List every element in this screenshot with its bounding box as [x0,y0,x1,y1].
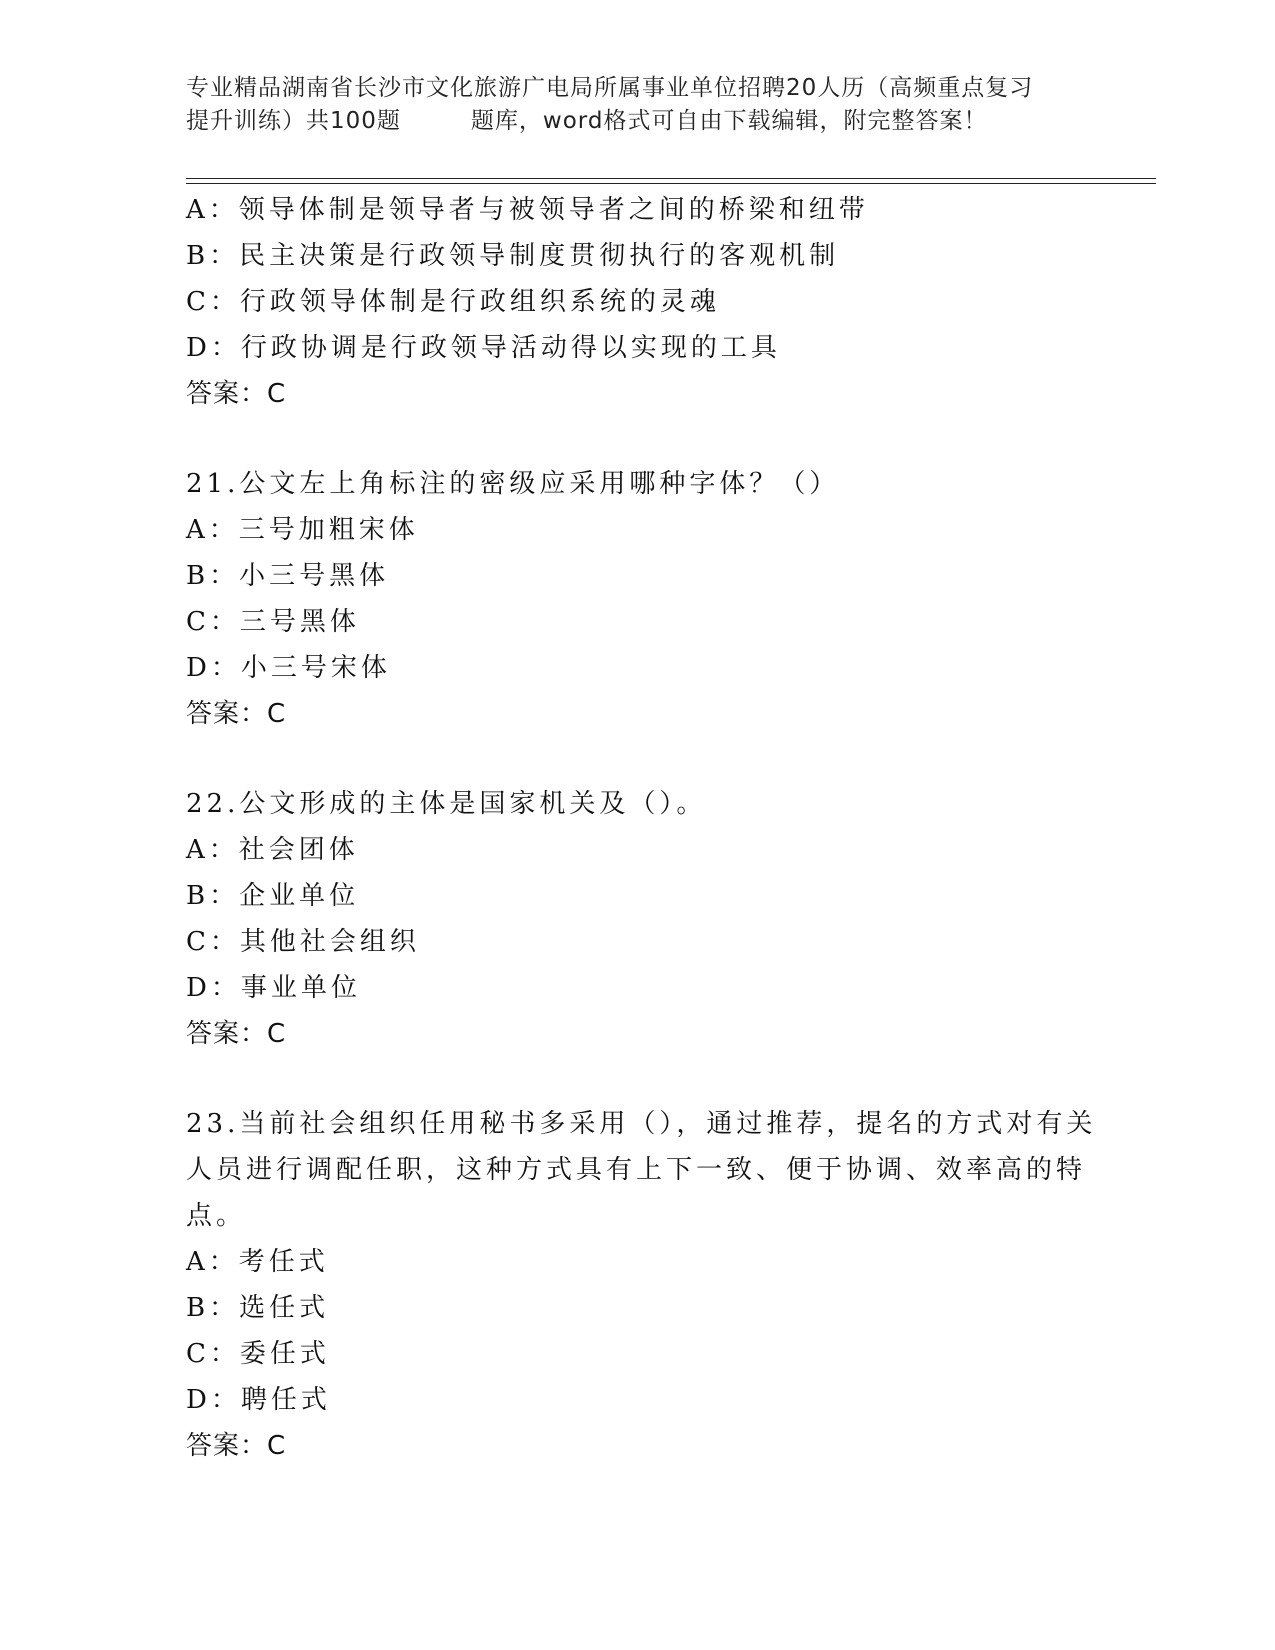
option-c: C：其他社会组织 [186,927,420,957]
option-a: A：考任式 [186,1247,329,1277]
header-rule-top [186,178,1156,179]
question-20-tail [186,187,1086,417]
question-22 [186,781,1086,1057]
option-b: B：小三号黑体 [186,561,390,591]
option-d: D：聘任式 [186,1385,331,1415]
question-text: 22.公文形成的主体是国家机关及（）。 [186,789,707,819]
option-c: C：三号黑体 [186,607,360,637]
question-text-line-3: 点。 [186,1201,247,1231]
document-header [186,72,1086,138]
option-a: A：三号加粗宋体 [186,515,419,545]
option-b: B：选任式 [186,1293,330,1323]
question-text-line-1: 23.当前社会组织任用秘书多采用（），通过推荐，提名的方式对有关 [186,1109,1097,1139]
answer: 答案：C [186,1019,287,1049]
question-text-line-2: 人员进行调配任职，这种方式具有上下一致、便于协调、效率高的特 [186,1155,1087,1185]
header-rule-bottom [186,183,1156,184]
option-a: A：社会团体 [186,835,359,865]
answer: 答案：C [186,699,287,729]
question-list [186,187,1097,1469]
answer: 答案：C [186,379,287,409]
option-d: D：小三号宋体 [186,653,391,683]
option-b: B：企业单位 [186,881,360,911]
header-line-2-left: 提升训练）共100题 [186,108,401,134]
header-line-1: 专业精品湖南省长沙市文化旅游广电局所属事业单位招聘20人历（高频重点复习 [186,75,1034,101]
header-line-2-right: 题库，word格式可自由下载编辑，附完整答案！ [470,108,988,134]
option-a: A：领导体制是领导者与被领导者之间的桥梁和纽带 [186,195,869,225]
answer: 答案：C [186,1431,287,1461]
question-text: 21.公文左上角标注的密级应采用哪种字体？（） [186,469,840,499]
option-d: D：行政协调是行政领导活动得以实现的工具 [186,333,781,363]
option-c: C：行政领导体制是行政组织系统的灵魂 [186,287,720,317]
option-d: D：事业单位 [186,973,361,1003]
header-line-2 [186,105,1086,138]
option-c: C：委任式 [186,1339,330,1369]
option-b: B：民主决策是行政领导制度贯彻执行的客观机制 [186,241,840,271]
question-23 [186,1101,1097,1469]
question-21 [186,461,1086,737]
